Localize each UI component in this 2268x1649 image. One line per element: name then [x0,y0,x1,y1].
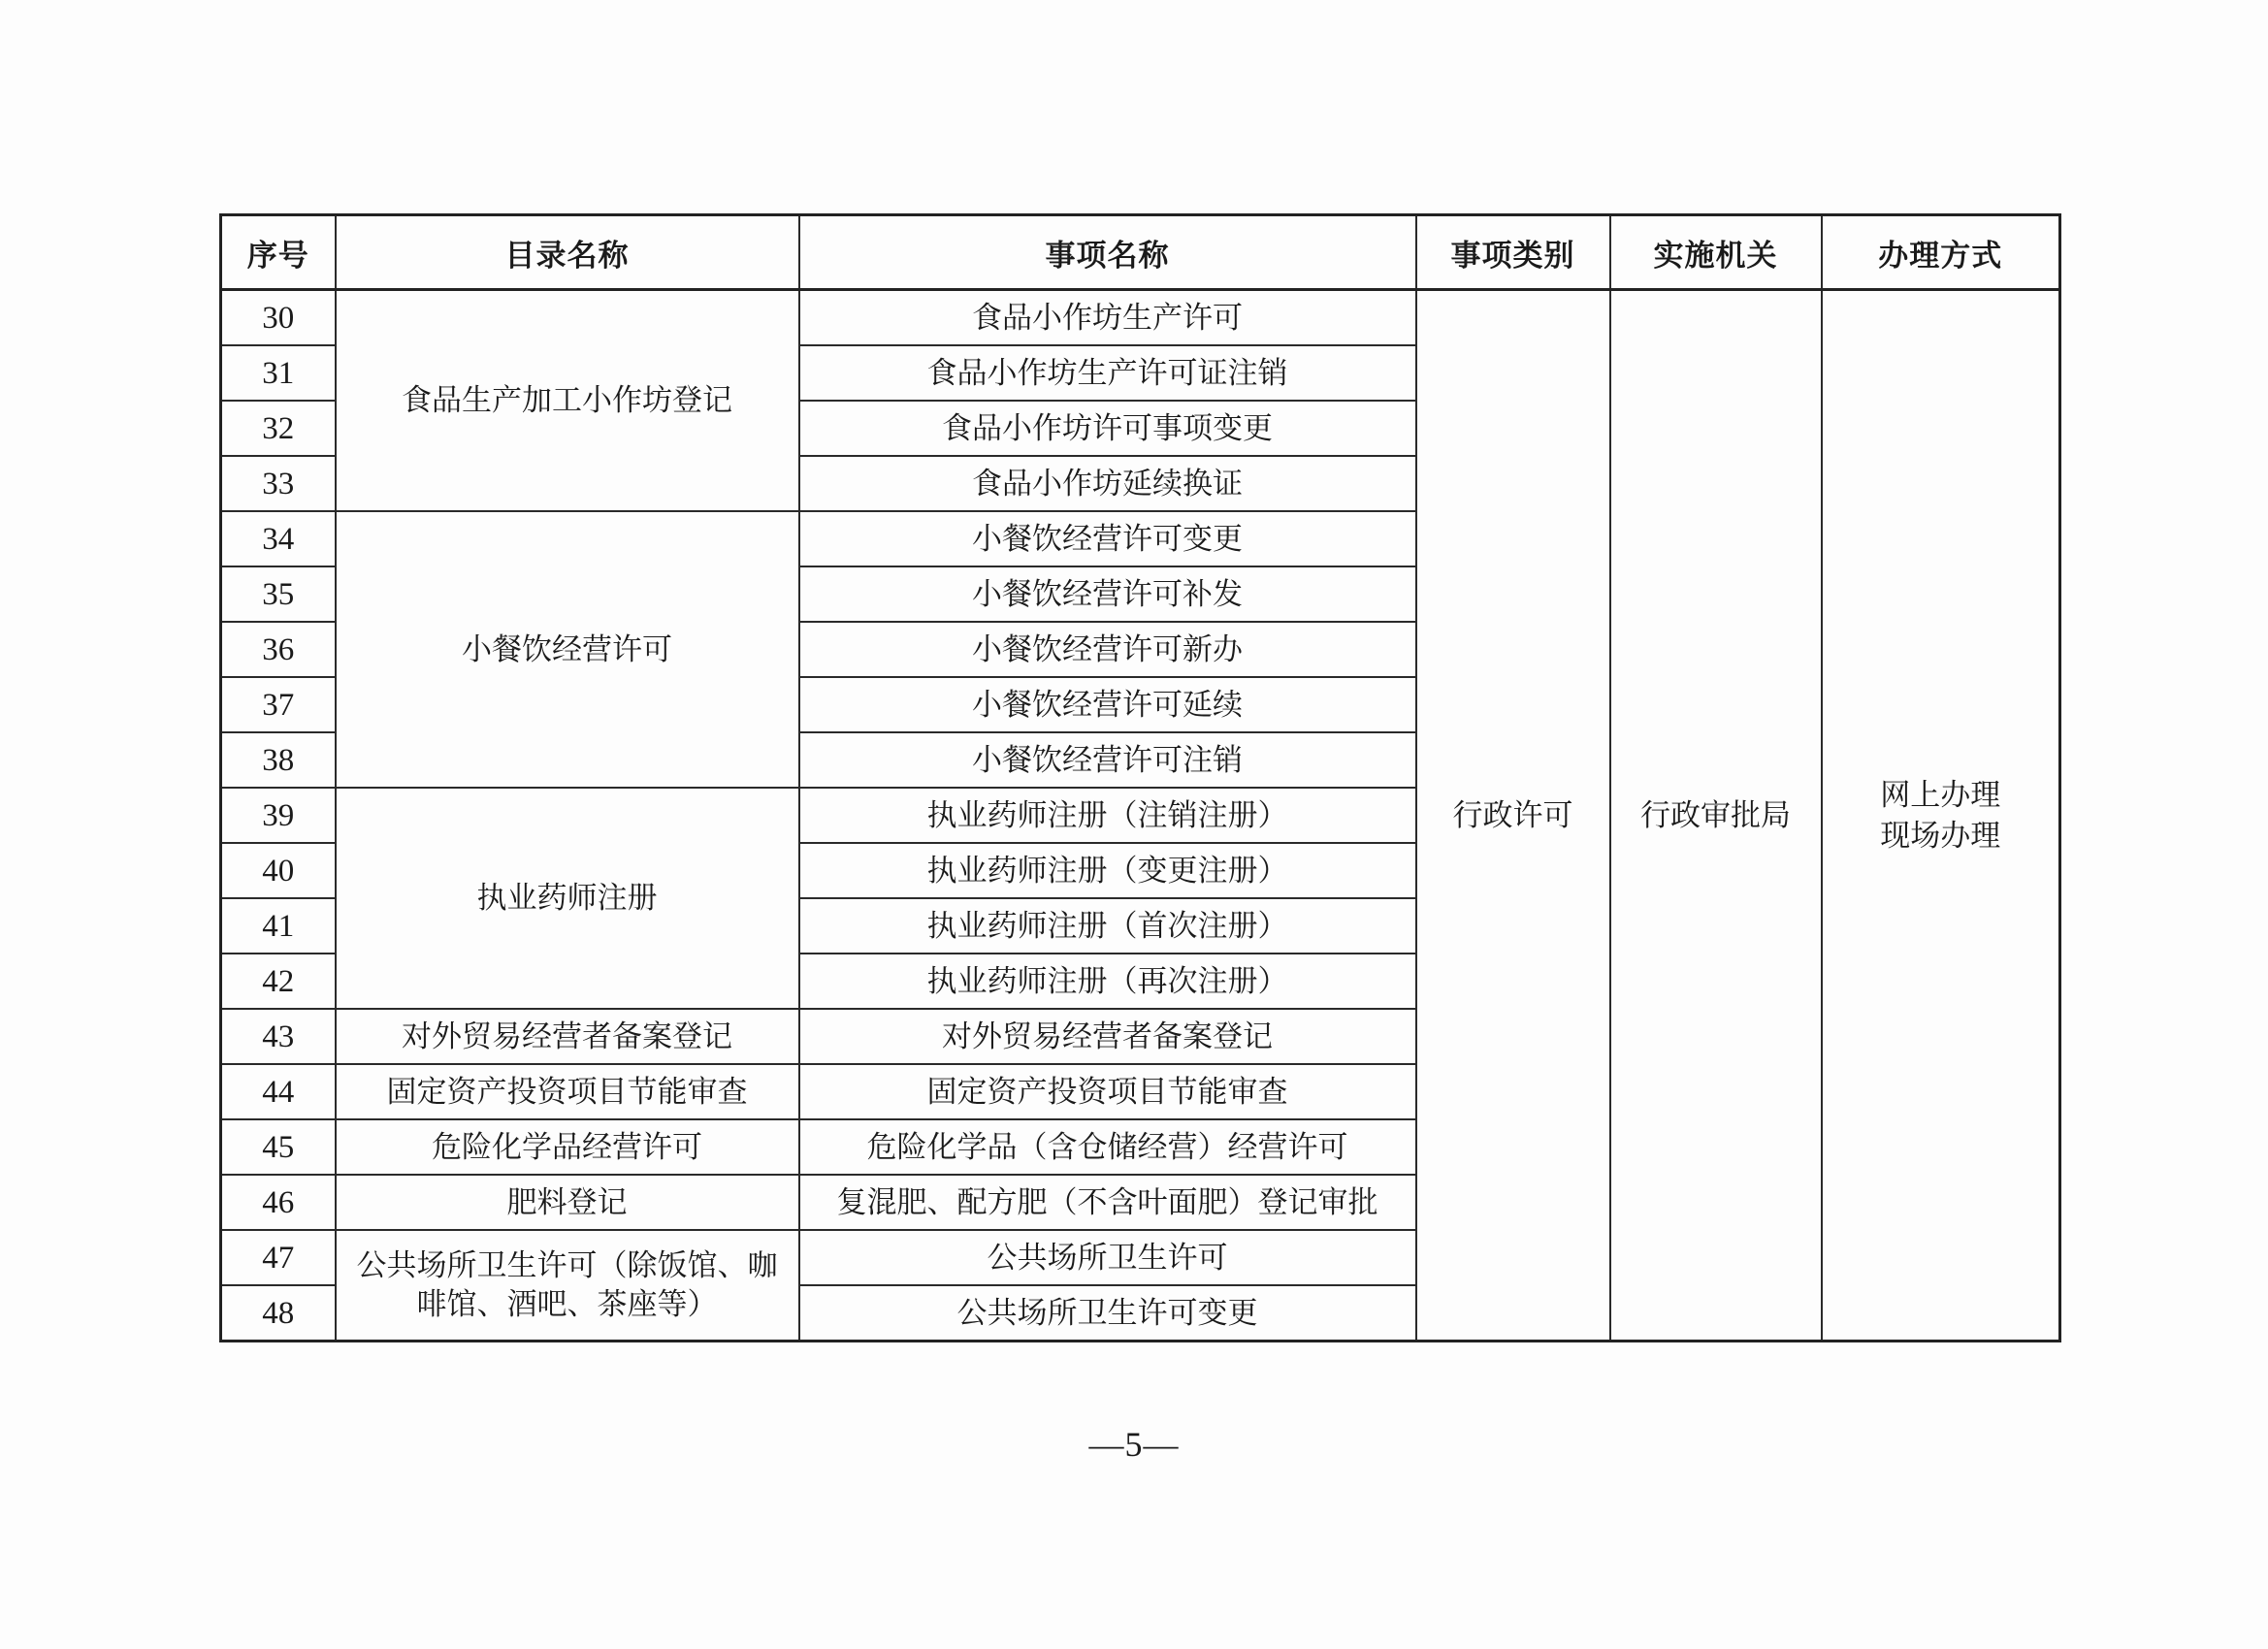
item-cell: 食品小作坊生产许可证注销 [799,345,1416,401]
header-num: 序号 [221,215,336,290]
row-num: 41 [221,898,336,954]
item-cell: 食品小作坊生产许可 [799,290,1416,346]
item-cell: 小餐饮经营许可新办 [799,622,1416,677]
row-num: 36 [221,622,336,677]
header-method: 办理方式 [1822,215,2060,290]
directory-cell: 公共场所卫生许可（除饭馆、咖啡馆、酒吧、茶座等） [336,1230,799,1342]
item-cell: 小餐饮经营许可变更 [799,511,1416,566]
table-row [221,290,2060,346]
item-cell: 食品小作坊延续换证 [799,456,1416,511]
category-cell: 行政许可 [1416,290,1610,1342]
item-cell: 危险化学品（含仓储经营）经营许可 [799,1119,1416,1175]
row-num: 44 [221,1064,336,1119]
item-cell: 固定资产投资项目节能审查 [799,1064,1416,1119]
matters-table [219,213,2061,1342]
directory-cell: 固定资产投资项目节能审查 [336,1064,799,1119]
row-num: 40 [221,843,336,898]
item-cell: 公共场所卫生许可变更 [799,1285,1416,1342]
header-agency: 实施机关 [1610,215,1822,290]
item-cell: 对外贸易经营者备案登记 [799,1009,1416,1064]
row-num: 30 [221,290,336,346]
directory-cell: 肥料登记 [336,1175,799,1230]
agency-cell: 行政审批局 [1610,290,1822,1342]
item-cell: 执业药师注册（首次注册） [799,898,1416,954]
row-num: 33 [221,456,336,511]
row-num: 31 [221,345,336,401]
directory-cell: 小餐饮经营许可 [336,511,799,788]
method-cell [1822,290,2060,1342]
directory-cell: 对外贸易经营者备案登记 [336,1009,799,1064]
header-directory: 目录名称 [336,215,799,290]
directory-cell: 危险化学品经营许可 [336,1119,799,1175]
row-num: 37 [221,677,336,732]
row-num: 32 [221,401,336,456]
header-item: 事项名称 [799,215,1416,290]
method-online: 网上办理 [1880,777,2001,813]
table-header-row [221,215,2060,290]
item-cell: 复混肥、配方肥（不含叶面肥）登记审批 [799,1175,1416,1230]
item-cell: 执业药师注册（变更注册） [799,843,1416,898]
row-num: 43 [221,1009,336,1064]
method-onsite: 现场办理 [1880,818,2001,854]
directory-cell: 执业药师注册 [336,788,799,1009]
row-num: 39 [221,788,336,843]
item-cell: 执业药师注册（注销注册） [799,788,1416,843]
row-num: 46 [221,1175,336,1230]
header-category: 事项类别 [1416,215,1610,290]
row-num: 38 [221,732,336,788]
directory-cell: 食品生产加工小作坊登记 [336,290,799,512]
row-num: 42 [221,954,336,1009]
item-cell: 小餐饮经营许可补发 [799,566,1416,622]
row-num: 34 [221,511,336,566]
item-cell: 食品小作坊许可事项变更 [799,401,1416,456]
item-cell: 执业药师注册（再次注册） [799,954,1416,1009]
row-num: 48 [221,1285,336,1342]
row-num: 35 [221,566,336,622]
row-num: 45 [221,1119,336,1175]
item-cell: 小餐饮经营许可延续 [799,677,1416,732]
page-number: —5— [1088,1425,1180,1464]
row-num: 47 [221,1230,336,1285]
item-cell: 公共场所卫生许可 [799,1230,1416,1285]
item-cell: 小餐饮经营许可注销 [799,732,1416,788]
